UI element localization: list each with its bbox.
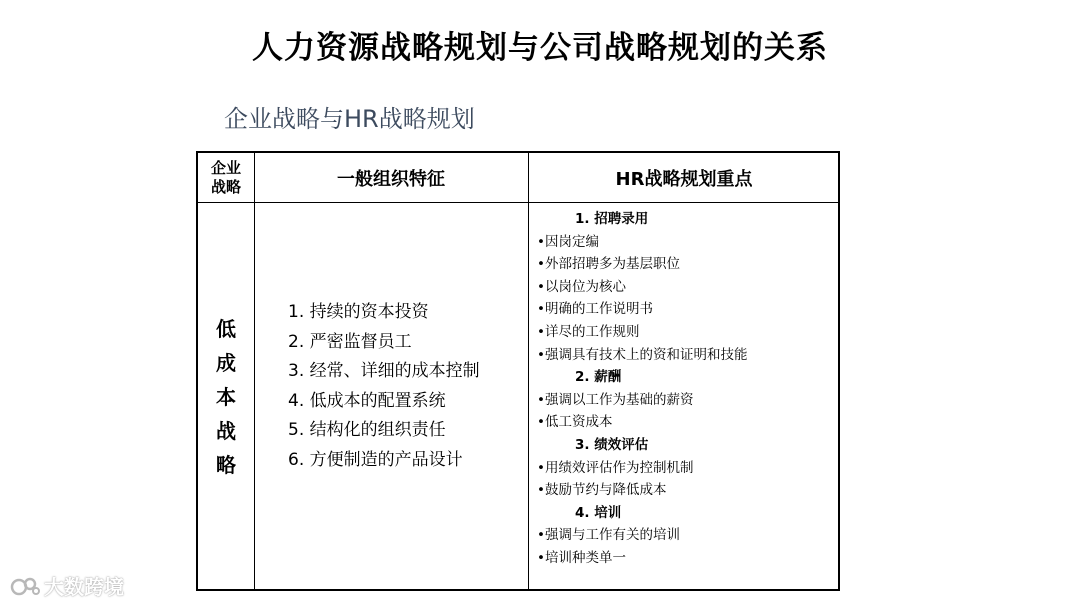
header-features-label: 一般组织特征 [337, 168, 445, 190]
header-hr-label: HR战略规划重点 [615, 168, 753, 190]
header-strategy-label: 企业 战略 [210, 158, 241, 196]
hr-bullet-item: • 明确的工作说明书 [537, 298, 747, 321]
logo-icon [10, 575, 40, 599]
feature-item: 5. 结构化的组织责任 [288, 420, 446, 440]
section-subtitle: 企业战略与HR战略规划 [224, 105, 475, 133]
strategy-table [196, 151, 840, 591]
page-title: 人力资源战略规划与公司战略规划的关系 [252, 30, 828, 66]
feature-item: 3. 经常、详细的成本控制 [288, 361, 480, 381]
feature-item: 4. 低成本的配置系统 [288, 390, 446, 411]
column-divider [254, 153, 255, 589]
hr-bullet-item: • 强调以工作为基础的薪资 [537, 389, 747, 412]
hr-section-heading: 2. 薪酬 [575, 369, 622, 386]
header-strategy [198, 153, 254, 202]
feature-item: 2. 严密监督员工 [288, 331, 412, 352]
hr-bullet-item: • 强调具有技术上的资和证明和技能 [537, 344, 747, 367]
header-hr-focus [528, 153, 840, 202]
hr-bullet-item: • 用绩效评估作为控制机制 [537, 457, 747, 480]
hr-bullet-item: • 培训种类单一 [537, 547, 747, 570]
hr-section-heading: 4. 培训 [575, 504, 622, 521]
watermark [10, 574, 124, 600]
hr-bullet-item: • 低工资成本 [537, 411, 747, 434]
hr-focus-list [537, 208, 747, 570]
hr-bullet-item: • 强调与工作有关的培训 [537, 524, 747, 547]
strategy-name: 低成本战略 [216, 317, 236, 477]
header-divider [198, 202, 838, 203]
strategy-cell [198, 203, 254, 591]
column-divider [528, 153, 529, 589]
hr-section-heading: 1. 招聘录用 [575, 211, 649, 227]
hr-bullet-item: • 以岗位为核心 [537, 276, 747, 299]
hr-bullet-item: • 鼓励节约与降低成本 [537, 479, 747, 502]
watermark-text: 大数跨境 [44, 575, 124, 599]
hr-bullet-item: • 详尽的工作规则 [537, 321, 747, 344]
feature-item: 1. 持续的资本投资 [288, 302, 429, 322]
hr-bullet-item: • 外部招聘多为基层职位 [537, 253, 747, 276]
hr-section-heading: 3. 绩效评估 [575, 436, 649, 453]
header-features [254, 153, 528, 202]
features-list [288, 298, 480, 475]
hr-bullet-item: • 因岗定编 [537, 231, 747, 254]
feature-item: 6. 方便制造的产品设计 [288, 449, 463, 470]
